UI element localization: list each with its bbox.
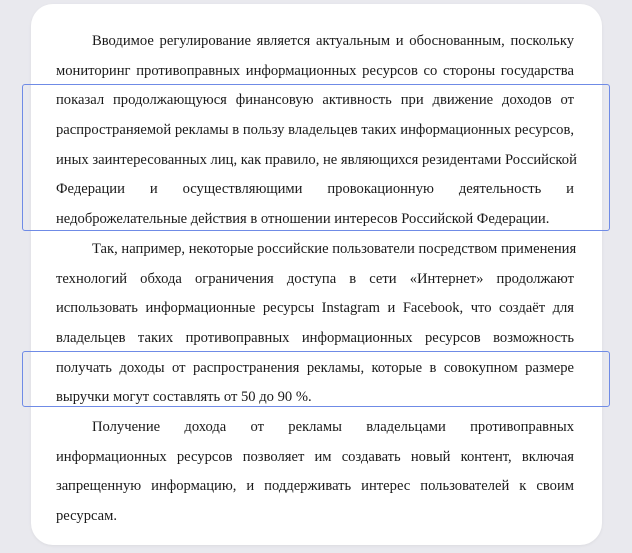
text-line: Вводимое регулирование является актуальным и обоснованным, поскольку [92,33,574,49]
text-line: Федерации и осуществляющими провокационную деятельность и [56,181,574,198]
text-line: показал продолжающуюся финансовую активность при движение доходов от [56,92,574,109]
text-line: ресурсам. [56,508,118,524]
text-line: Так, например, некоторые российские пользователи посредством применения [92,240,577,257]
highlight-box-second [22,351,610,407]
highlight-box-first [22,84,610,231]
text-line: технологий обхода ограничения доступа в сети «Интернет» продолжают [56,270,574,287]
text-line: информационных ресурсов позволяет им создавать новый контент, включая [56,448,574,465]
text-line: использовать информационные ресурсы Instagram и Facebook, что создаёт для [56,300,574,317]
text-line: владельцев таких противоправных информационных ресурсов возможность [56,329,574,346]
text-line: иных заинтересованных лиц, как правило, не являющихся резидентами Российской [56,151,577,168]
text-line: запрещенную информацию, и поддерживать интерес пользователей к своим [56,478,574,495]
text-line: мониторинг противоправных информационных ресурсов со стороны государства [56,62,574,79]
text-line: распространяемой рекламы в пользу владельцев таких информационных ресурсов, [56,122,574,139]
text-line: Получение дохода от рекламы владельцами противоправных [92,418,574,435]
text-line: выручки могут составлять от 50 до 90 %. [56,389,312,406]
text-line: получать доходы от распространения рекламы, которые в совокупном размере [56,359,574,376]
text-line: недоброжелательные действия в отношении интересов Российской Федерации. [56,211,550,228]
